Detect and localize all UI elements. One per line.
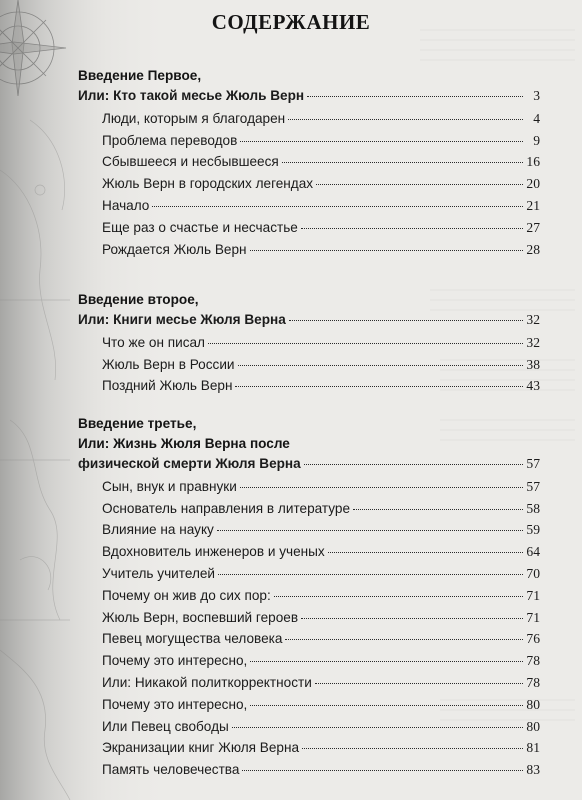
page-number: 21	[526, 198, 540, 213]
toc-entry-label: Или: Никакой политкорректности	[102, 675, 312, 690]
dot-leader	[240, 487, 523, 488]
page-number: 64	[526, 544, 540, 560]
page-number: 9	[533, 132, 540, 148]
dot-leader	[235, 386, 523, 387]
toc-entry[interactable]	[102, 499, 540, 519]
section-heading: Или: Жизнь Жюля Верна после	[78, 436, 290, 451]
toc-entry-label: Еще раз о счастье и несчастье	[102, 219, 298, 235]
toc-entry-label: Проблема переводов	[102, 132, 238, 148]
dot-leader	[301, 618, 523, 619]
toc-entry-heading[interactable]	[78, 310, 540, 330]
toc-entry[interactable]	[102, 695, 540, 715]
dot-leader	[208, 343, 523, 344]
toc-entry-label: Рождается Жюль Верн	[102, 241, 247, 257]
toc-entry[interactable]	[102, 738, 540, 758]
toc-entry-label: Экранизации книг Жюля Верна	[102, 740, 300, 756]
toc-entry-label: Вдохновитель инженеров и ученых	[102, 544, 325, 560]
page-number: 78	[526, 675, 540, 690]
page-number: 70	[526, 566, 540, 581]
page-number: 4	[533, 110, 540, 126]
page-number: 38	[526, 356, 540, 372]
page-number: 81	[526, 740, 540, 756]
toc-entry-label: Память человечества	[102, 762, 240, 778]
page-number: 80	[526, 718, 540, 734]
toc-entry[interactable]	[102, 586, 540, 606]
toc-entry-label: Поздний Жюль Верн	[102, 378, 233, 394]
toc-entry-heading[interactable]	[78, 454, 540, 474]
page-number: 59	[526, 522, 540, 538]
page-number: 27	[526, 219, 540, 235]
section-heading: Введение второе,	[78, 292, 199, 307]
toc-entry[interactable]	[102, 651, 540, 671]
toc-entry-label: Или: Кто такой месье Жюль Верн	[78, 88, 305, 103]
dot-leader	[288, 119, 523, 120]
dot-leader	[274, 596, 523, 597]
dot-leader	[328, 552, 523, 553]
toc-entry-label: Жюль Верн в городских легендах	[102, 176, 314, 192]
toc-entry[interactable]	[102, 477, 540, 497]
toc-entry-label: Сын, внук и правнуки	[102, 478, 237, 494]
dot-leader	[353, 509, 523, 510]
dot-leader	[232, 727, 523, 728]
toc-entry[interactable]	[102, 520, 540, 540]
toc-entry-label: Почему он жив до сих пор:	[102, 587, 271, 603]
toc-entry[interactable]	[102, 240, 540, 260]
toc-entry[interactable]	[102, 760, 540, 780]
dot-leader	[289, 320, 523, 321]
page-number: 32	[526, 334, 540, 350]
dot-leader	[302, 748, 523, 749]
page-number: 3	[533, 88, 540, 103]
toc-entry[interactable]	[102, 608, 540, 628]
toc-entry[interactable]	[102, 109, 540, 129]
page-number: 43	[526, 378, 540, 394]
page-number: 16	[526, 154, 540, 170]
toc-entry[interactable]	[102, 174, 540, 194]
toc-entry[interactable]	[102, 564, 540, 584]
toc-entry-label: физической смерти Жюля Верна	[78, 456, 301, 471]
toc-entry[interactable]	[102, 717, 540, 737]
toc-entry-label: Певец могущества человека	[102, 631, 283, 647]
toc-entry[interactable]	[102, 629, 540, 649]
toc-entry-label: Что же он писал	[102, 334, 205, 350]
page-number: 78	[526, 653, 540, 669]
toc-entry[interactable]	[102, 333, 540, 353]
toc-entry-heading[interactable]	[78, 86, 540, 106]
toc-entry-label: Почему это интересно,	[102, 696, 248, 712]
toc-entry[interactable]	[102, 542, 540, 562]
dot-leader	[282, 162, 523, 163]
toc-entry[interactable]	[102, 673, 540, 693]
page-number: 20	[526, 176, 540, 192]
toc-entry-label: Начало	[102, 198, 150, 213]
toc-entry[interactable]	[102, 376, 540, 396]
page-title: СОДЕРЖАНИЕ	[211, 10, 371, 34]
toc-entry-label: Почему это интересно,	[102, 653, 248, 669]
section-heading: Введение Первое,	[78, 68, 202, 83]
dot-leader	[316, 184, 523, 185]
toc-entry-label: Люди, которым я благодарен	[102, 110, 286, 126]
dot-leader	[307, 96, 523, 97]
dot-leader	[240, 141, 523, 142]
dot-leader	[250, 661, 523, 662]
page-number: 58	[526, 500, 540, 516]
section-heading: Введение третье,	[78, 416, 197, 431]
dot-leader	[304, 464, 523, 465]
page-number: 57	[526, 478, 540, 494]
dot-leader	[315, 683, 523, 684]
toc-entry[interactable]	[102, 152, 540, 172]
toc-entry-label: Сбывшееся и несбывшееся	[102, 154, 279, 170]
dot-leader	[217, 530, 523, 531]
toc-entry[interactable]	[102, 131, 540, 151]
page-number: 83	[526, 762, 540, 778]
toc-entry[interactable]	[102, 196, 540, 216]
page-number: 57	[526, 456, 540, 471]
toc-entry[interactable]	[102, 355, 540, 375]
dot-leader	[152, 206, 523, 207]
dot-leader	[242, 770, 523, 771]
dot-leader	[285, 639, 523, 640]
page-number: 32	[526, 312, 540, 327]
page-number: 71	[526, 609, 540, 625]
toc-entry-label: Учитель учителей	[102, 566, 216, 581]
toc-entry-label: Или: Книги месье Жюля Верна	[78, 312, 286, 327]
toc-entry-label: Жюль Верн в России	[102, 356, 235, 372]
dot-leader	[301, 228, 523, 229]
dot-leader	[250, 250, 523, 251]
page-number: 76	[526, 631, 540, 647]
toc-entry-label: Влияние на науку	[102, 522, 214, 538]
page-number: 28	[526, 241, 540, 257]
dot-leader	[250, 705, 523, 706]
toc-entry-label: Или Певец свободы	[102, 718, 229, 734]
dot-leader	[238, 365, 523, 366]
toc-entry[interactable]	[102, 218, 540, 238]
toc-entry-label: Основатель направления в литературе	[102, 500, 351, 516]
toc-entry-label: Жюль Верн, воспевший героев	[102, 609, 299, 625]
page-number: 80	[526, 696, 540, 712]
dot-leader	[218, 574, 523, 575]
page-number: 71	[526, 587, 540, 603]
